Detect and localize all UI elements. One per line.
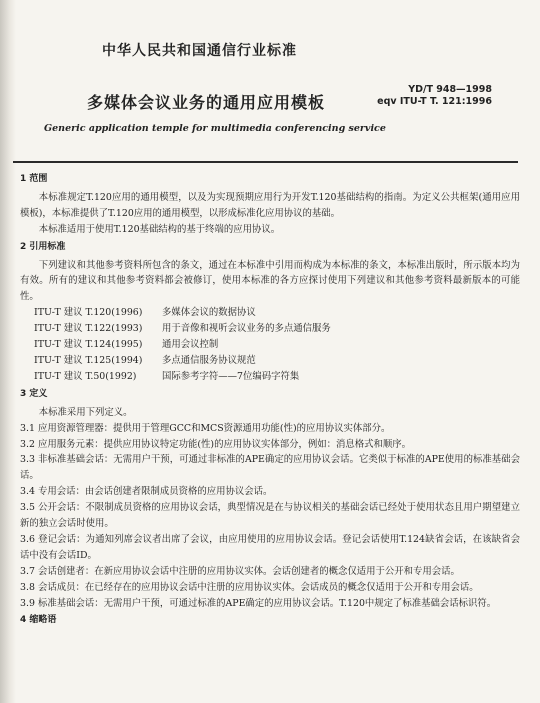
header-rule	[13, 161, 518, 163]
definition-item	[20, 564, 520, 580]
definition-text: 应用资源管理器：提供用于管理GCC和MCS资源通用功能(性)的应用协议实体部分。	[38, 422, 391, 434]
section-heading-references: 2 引用标准	[20, 241, 66, 252]
definition-text: 公开会话：不限制成员资格的应用协议会话，典型情况是在与协议相关的基础会话已经处于使用状态且用户期望建立新的独立会话时使用。	[20, 502, 520, 530]
reference-item	[20, 305, 520, 321]
section-heading-scope: 1 范围	[20, 174, 48, 184]
reference-title: 用于音像和视听会议业务的多点通信服务	[162, 323, 331, 335]
definition-text: 登记会话：为通知列席会议者出席了会议，由应用使用的应用协议会话。登记会话使用T.124缺省会话，在该缺省会话中没有会话ID。	[20, 533, 520, 561]
reference-title: 多点通信服务协议规范	[162, 354, 256, 366]
document-body	[20, 170, 520, 631]
definition-text: 标准基础会话：无需用户干预，可通过标准的APE确定的应用协议会话。T.120中规定了标准基础会话标识符。	[38, 597, 497, 609]
section-heading-definitions: 3 定义	[20, 388, 48, 399]
standard-number: YD/T 948—1998	[408, 84, 492, 95]
reference-title: 通用会议控制	[162, 339, 219, 351]
definition-text: 会话成员：在已经存在的应用协议会话中注册的应用协议实体。会话成员的概念仅适用于公开和专用会话。	[38, 581, 479, 593]
paragraph: 本标准规定T.120应用的通用模型，以及为实现预期应用行为开发T.120基础结构的指南。为定义公共框架(通用应用模板)，本标准提供了T.120应用的通用模型，以形成标准化应用协议的基础。	[20, 191, 520, 219]
definition-item	[20, 532, 520, 564]
reference-code: ITU-T 建议 T.122(1993)	[34, 323, 143, 335]
definition-number: 3.4	[20, 486, 35, 498]
reference-item	[20, 369, 520, 385]
document-title-english: Generic application temple for multimedia conferencing service	[44, 123, 386, 134]
definition-text: 应用服务元素：提供应用协议特定功能(性)的应用协议实体部分，例如：消息格式和顺序。	[38, 438, 411, 450]
page-spine-shadow	[0, 0, 16, 703]
definition-number: 3.3	[20, 454, 35, 466]
definition-number: 3.9	[20, 597, 35, 609]
paragraph: 本标准采用下列定义。	[38, 406, 133, 418]
reference-code: ITU-T 建议 T.125(1994)	[34, 354, 143, 366]
definition-text: 非标准基础会话：无需用户干预，可通过非标准的APE确定的应用协议会话。它类似于标准的APE使用的标准基础会话。	[20, 454, 520, 482]
definition-item	[20, 452, 520, 484]
definition-number: 3.2	[20, 438, 35, 450]
definition-item	[20, 484, 520, 500]
reference-code: ITU-T 建议 T.120(1996)	[34, 307, 143, 319]
paragraph: 下列建议和其他参考资料所包含的条文，通过在本标准中引用而构成为本标准的条文，本标准出版时，所示版本均为有效。所有的建议和其他参考资料都会被修订，使用本标准的各方应探讨使用下列建议和其他参考资料最新版本的可能性。	[20, 259, 520, 303]
definition-number: 3.1	[20, 422, 35, 434]
definition-number: 3.7	[20, 565, 35, 577]
reference-item	[20, 321, 520, 337]
reference-title: 多媒体会议的数据协议	[162, 307, 256, 319]
issuing-organization: 中华人民共和国通信行业标准	[102, 43, 297, 59]
document-title-chinese: 多媒体会议业务的通用应用模板	[87, 93, 326, 112]
section-heading-abbreviations: 4 缩略语	[20, 615, 57, 626]
definition-number: 3.8	[20, 581, 35, 593]
reference-item	[20, 353, 520, 369]
equivalent-standard: eqv ITU-T T. 121:1996	[377, 96, 492, 107]
definition-item	[20, 500, 520, 532]
reference-code: ITU-T 建议 T.124(1995)	[34, 339, 143, 351]
definition-number: 3.5	[20, 502, 35, 514]
reference-title: 国际参考字符——7位编码字符集	[162, 370, 300, 382]
paragraph: 本标准适用于使用T.120基础结构的基于终端的应用协议。	[38, 223, 281, 235]
definition-text: 专用会话：由会话创建者限制成员资格的应用协议会话。	[38, 486, 273, 498]
reference-item	[20, 337, 520, 353]
definition-item	[20, 437, 520, 453]
reference-code: ITU-T 建议 T.50(1992)	[34, 370, 137, 382]
standard-number-block	[377, 84, 492, 108]
definition-text: 会话创建者：在新应用协议会话中注册的应用协议实体。会话创建者的概念仅适用于公开和专用会话。	[38, 565, 460, 577]
definition-item	[20, 421, 520, 437]
definition-item	[20, 580, 520, 596]
definition-item	[20, 596, 520, 612]
definition-number: 3.6	[20, 533, 35, 545]
